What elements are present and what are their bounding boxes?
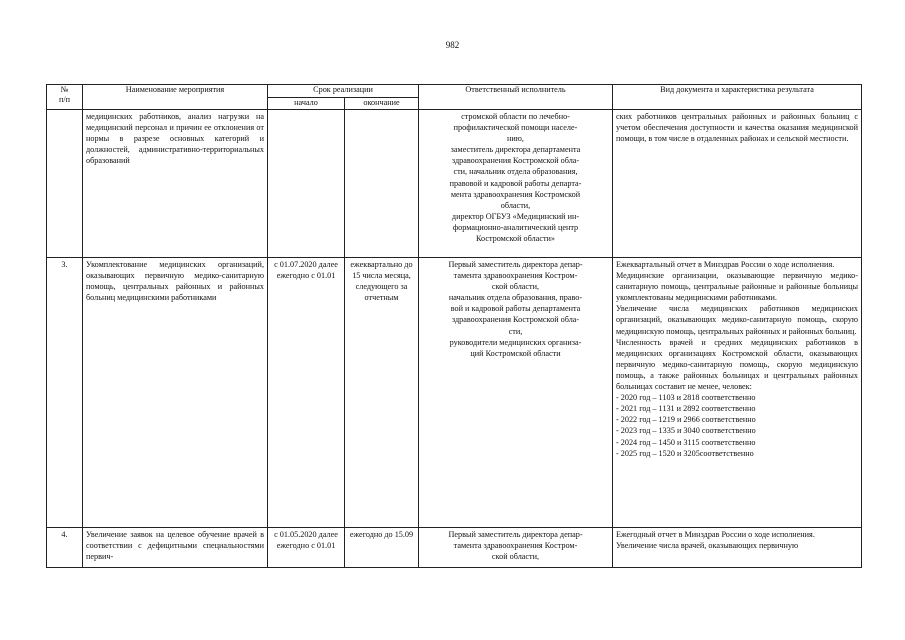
executor-line: директор ОГБУЗ «Медицинский ин- — [451, 211, 580, 221]
executor-line: здравоохранения Костромской обла- — [451, 156, 580, 166]
executor-line: сти, — [508, 326, 523, 336]
executor-line: формационно-аналитический центр — [452, 222, 579, 232]
executor-line: Первый заместитель директора депар- — [448, 260, 583, 269]
responsible-executor — [419, 528, 613, 568]
executor-line: руководители медицинских организа- — [449, 337, 582, 347]
result-description — [613, 258, 862, 528]
period-start — [268, 110, 345, 258]
executor-line: Первый заместитель директора депар- — [448, 530, 583, 539]
executor-line: области, — [500, 200, 531, 210]
result-list-item: - 2025 год – 1520 и 3205соответственно — [616, 448, 754, 458]
responsible-executor — [419, 110, 613, 258]
executor-line: тамента здравоохранения Костром- — [453, 271, 578, 281]
result-list-item: - 2021 год – 1131 и 2892 соответственно — [616, 404, 756, 414]
result-list-item: - 2022 год – 1219 и 2966 соответственно — [616, 415, 756, 425]
period-start: с 01.07.2020 далее ежегодно с 01.01 — [268, 258, 345, 528]
executor-line: нию, — [507, 134, 524, 144]
executor-line: профилактической помощи населе- — [453, 123, 578, 133]
row-number — [47, 110, 83, 258]
executor-line: ской области, — [491, 552, 540, 562]
executor-line: здравоохранения Костромской обла- — [451, 315, 580, 325]
executor-line: Костромской области» — [475, 234, 556, 244]
result-paragraph: Ежеквартальный отчет в Минздрав России о ходе исполнения. — [616, 260, 835, 269]
header-period-end: окончание — [345, 98, 419, 110]
result-description — [613, 110, 862, 258]
table-row — [47, 258, 862, 528]
result-paragraph: Увеличение числа врачей, оказывающих первичную — [616, 541, 799, 551]
header-implementation-period: Срок реализации — [268, 85, 419, 98]
executor-line: мента здравоохранения Костромской — [450, 189, 581, 199]
header-number-symbol: № — [60, 85, 69, 94]
result-list-item: - 2023 год – 1335 и 3040 соответственно — [616, 426, 756, 436]
table-row — [47, 528, 862, 568]
result-paragraph: Увеличение числа медицинских работников медицинских организаций, оказывающих медико-санитарную помощь, скорую медицинскую помощь, центральных районных и районных больниц. — [616, 304, 858, 336]
activity-name: Увеличение заявок на целевое обучение врачей в соответствии с дефицитными специальностями первич- — [83, 528, 268, 568]
header-result-document: Вид документа и характеристика результата — [613, 85, 862, 110]
executor-line: начальник отдела образования, право- — [448, 293, 583, 303]
executor-line: сти, начальник отдела образования, — [453, 167, 578, 177]
header-number — [47, 85, 83, 110]
header-period-start: начало — [268, 98, 345, 110]
period-start: с 01.05.2020 далее ежегодно с 01.01 — [268, 528, 345, 568]
executor-line: ской области, — [491, 282, 540, 292]
activity-plan-table — [46, 84, 862, 568]
executor-line: тамента здравоохранения Костром- — [453, 541, 578, 551]
period-end: ежегодно до 15.09 — [345, 528, 419, 568]
result-paragraph: Численность врачей и средних медицинских работников в медицинских организациях Костромской области, оказывающих первичную медико-санитарную помощь, скорую медицинскую помощь, а также районных больницах и центральных районных больницах составит не менее, человек: — [616, 337, 858, 392]
header-responsible-executor: Ответственный исполнитель — [419, 85, 613, 110]
executor-line: правовой и кадровой работы департа- — [449, 178, 582, 188]
activity-name: Укомплектование медицинских организаций, оказывающих первичную медико-санитарную помощь, центральных районных и районных больниц медицинскими работниками — [83, 258, 268, 528]
result-description — [613, 528, 862, 568]
result-list-item: - 2020 год – 1103 и 2818 соответственно — [616, 393, 756, 403]
executor-line: заместитель директора департамента — [450, 145, 581, 155]
table-row — [47, 110, 862, 258]
executor-line: ций Костромской области — [470, 348, 561, 358]
header-activity-name: Наименование мероприятия — [83, 85, 268, 110]
activity-name: медицинских работников, анализ нагрузки на медицинский персонал и причин ее отклонения от нормы в разрезе основных категорий и должностей, административно-территориальных образований — [83, 110, 268, 258]
result-list-item: - 2024 год – 1450 и 3115 соответственно — [616, 437, 756, 447]
executor-line: стромской области по лечебно- — [461, 112, 570, 121]
result-paragraph: Ежегодный отчет в Минздрав России о ходе исполнения. — [616, 530, 815, 539]
period-end: ежеквартально до 15 числа месяца, следующего за отчетным — [345, 258, 419, 528]
row-number: 4. — [47, 528, 83, 568]
result-paragraph: ских работников центральных районных и районных больниц с учетом обеспечения доступности и качества оказания медицинской помощи, в том числе в отдаленных районах и сельской местности. — [616, 112, 858, 144]
row-number: 3. — [47, 258, 83, 528]
responsible-executor — [419, 258, 613, 528]
page-number: 982 — [445, 40, 460, 50]
period-end — [345, 110, 419, 258]
result-paragraph: Медицинские организации, оказывающие первичную медико-санитарную помощь, центральные районные и районные больницы укомплектованы медицинскими работниками. — [616, 271, 858, 303]
executor-line: вой и кадровой работы департамента — [450, 304, 581, 314]
header-number-abbr: п/п — [58, 95, 71, 104]
